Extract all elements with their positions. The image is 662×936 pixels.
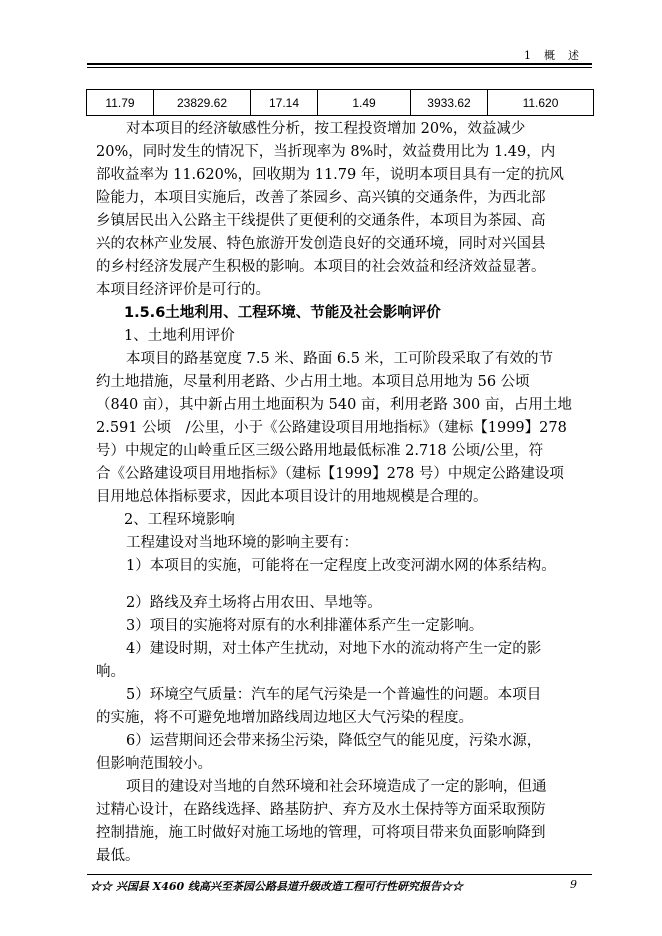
header-rule-thin <box>87 67 592 68</box>
list-item: 6）运营期间还会带来扬尘污染，降低空气的能见度，污染水源， <box>126 733 542 749</box>
text-line: 号）中规定的山岭重丘区三级公路用地最低标准 2.718 公顷/公里，符 <box>96 443 544 459</box>
list-item: 3）项目的实施将对原有的水利排灌体系产生一定影响。 <box>126 618 484 634</box>
text-line: 2.591 公顷 /公里，小于《公路建设项目用地指标》（建标【1999】278 <box>96 420 567 436</box>
text-line: 过精心设计，在路线选择、路基防护、弃方及水土保持等方面采取预防 <box>96 802 546 818</box>
table-cell: 23829.62 <box>154 90 251 116</box>
chapter-header: 1 概 述 <box>524 49 580 62</box>
table-row <box>87 90 594 116</box>
text-line: （840 亩），其中新占用土地面积为 540 亩，利用老路 300 亩，占用土地 <box>96 397 572 413</box>
text-line: 乡镇居民出入公路主干线提供了更便利的交通条件，本项目为茶园、高 <box>96 213 546 229</box>
list-item: 2）路线及弃土场将占用农田、旱地等。 <box>126 595 382 611</box>
section-heading: 1.5.6土地利用、工程环境、节能及社会影响评价 <box>124 305 441 321</box>
sensitivity-table <box>86 89 594 116</box>
text-line: 部收益率为 11.620%，回收期为 11.79 年，说明本项目具有一定的抗风 <box>96 167 564 183</box>
text-line: 对本项目的经济敏感性分析，按工程投资增加 20%，效益减少 <box>126 121 526 137</box>
table-cell: 11.79 <box>87 90 154 116</box>
footer-rule <box>87 874 592 875</box>
text-line: 工程建设对当地环境的影响主要有： <box>126 535 358 551</box>
text-line: 的乡村经济发展产生积极的影响。本项目的社会效益和经济效益显著。 <box>96 259 546 275</box>
table-cell: 3933.62 <box>411 90 488 116</box>
header-rule <box>87 63 592 65</box>
text-line: 兴的农林产业发展、特色旅游开发创造良好的交通环境，同时对兴国县 <box>96 236 546 252</box>
list-item: 1）本项目的实施，可能将在一定程度上改变河湖水网的体系结构。 <box>126 558 556 574</box>
table-cell: 11.620 <box>488 90 594 116</box>
text-line: 险能力，本项目实施后，改善了茶园乡、高兴镇的交通条件，为西北部 <box>96 190 546 206</box>
text-line: 的实施，将不可避免地增加路线周边地区大气污染的程度。 <box>96 710 473 726</box>
text-line: 合《公路建设项目用地指标》（建标【1999】278 号）中规定公路建设项 <box>96 466 564 482</box>
table-cell: 1.49 <box>318 90 411 116</box>
text-line: 最低。 <box>96 848 140 864</box>
text-line: 20%，同时发生的情况下，当折现率为 8%时，效益费用比为 1.49，内 <box>96 144 556 160</box>
footer-title: ☆☆ 兴国县 X460 线高兴至茶园公路县道升级改造工程可行性研究报告☆☆ <box>90 880 463 893</box>
text-line: 控制措施，施工时做好对施工场地的管理，可将项目带来负面影响降到 <box>96 825 546 841</box>
list-item: 4）建设时期，对土体产生扰动，对地下水的流动将产生一定的影 <box>126 641 542 657</box>
text-line: 目用地总体指标要求，因此本项目设计的用地规模是合理的。 <box>96 489 488 505</box>
table-cell: 17.14 <box>251 90 318 116</box>
text-line: 本项目经济评价是可行的。 <box>96 282 270 298</box>
page-number: 9 <box>570 878 577 891</box>
subsection-heading: 2、工程环境影响 <box>124 512 235 528</box>
subsection-heading: 1、土地利用评价 <box>124 328 235 344</box>
text-line: 约土地措施，尽量利用老路、少占用土地。本项目总用地为 56 公顷 <box>96 374 530 390</box>
text-line: 响。 <box>96 664 125 680</box>
text-line: 但影响范围较小。 <box>96 756 212 772</box>
list-item: 5）环境空气质量：汽车的尾气污染是一个普遍性的问题。本项目 <box>126 687 542 703</box>
text-line: 项目的建设对当地的自然环境和社会环境造成了一定的影响，但通 <box>126 779 547 795</box>
text-line: 本项目的路基宽度 7.5 米、路面 6.5 米，工可阶段采取了有效的节 <box>126 351 554 367</box>
